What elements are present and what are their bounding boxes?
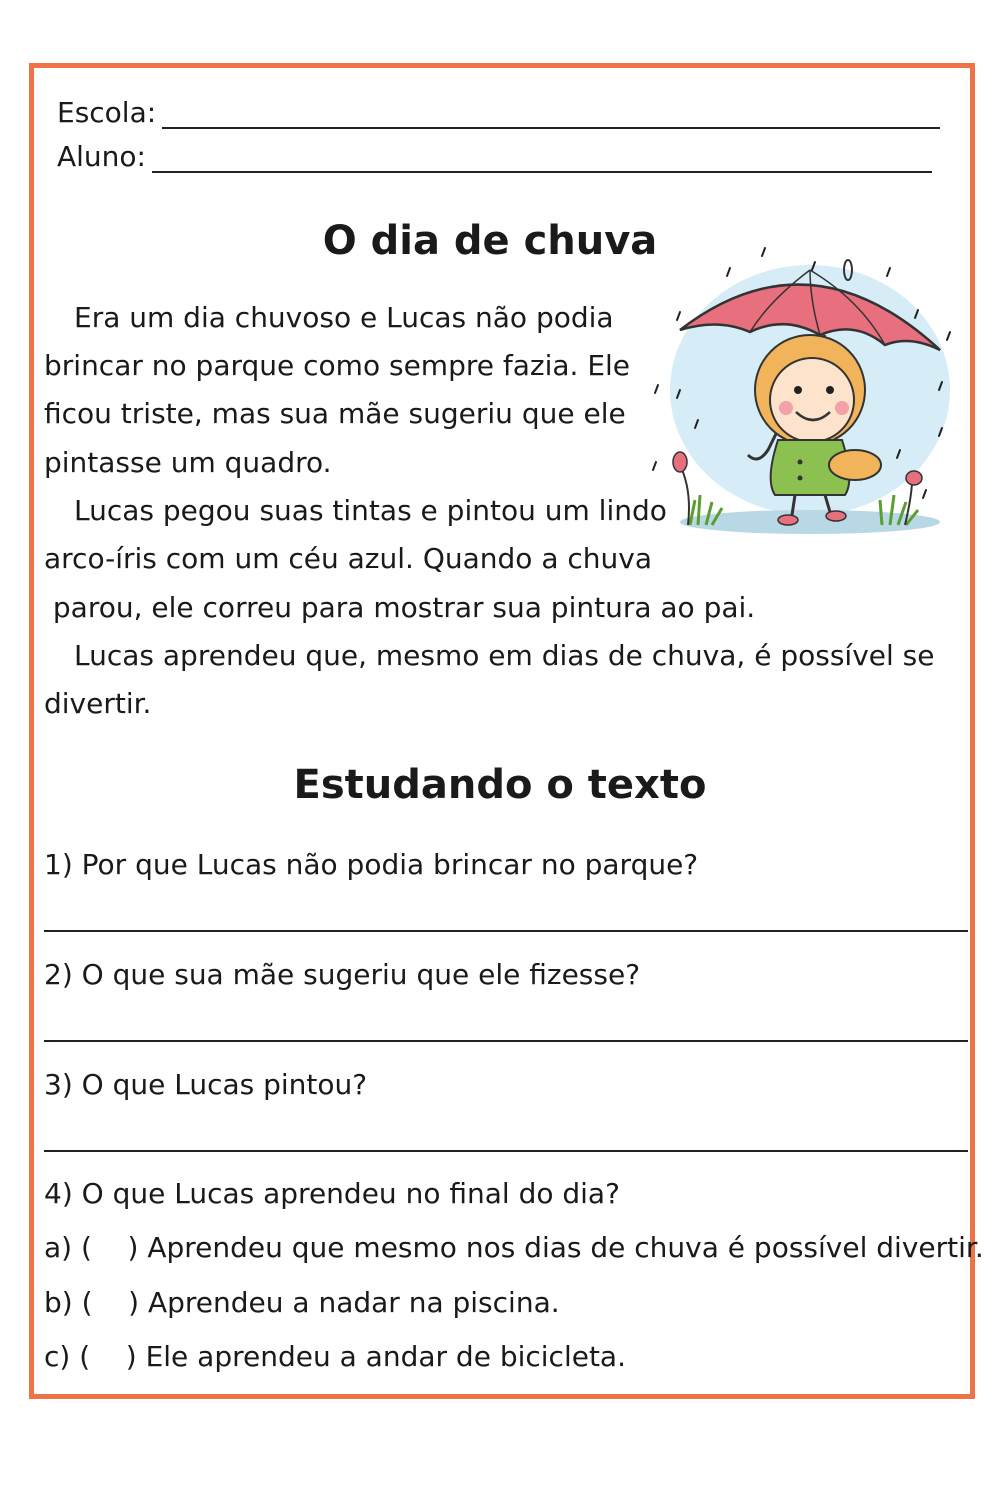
story-line: parou, ele correu para mostrar sua pintura ao pai. [44,591,756,624]
option-b[interactable]: b) ( ) Aprendeu a nadar na piscina. [44,1286,560,1319]
answer-line-1[interactable] [44,930,968,932]
story-line: ficou triste, mas sua mãe sugeriu que ele [44,397,626,430]
girl-with-umbrella-in-rain-icon [650,240,970,540]
school-field [57,96,940,129]
option-a[interactable]: a) ( ) Aprendeu que mesmo nos dias de chuva é possível divertir. [44,1231,984,1264]
question-2: 2) O que sua mãe sugeriu que ele fizesse? [44,958,641,991]
student-label: Aluno: [57,140,146,173]
story-line: Lucas pegou suas tintas e pintou um lindo [74,494,667,527]
story-line: brincar no parque como sempre fazia. Ele [44,349,631,382]
story-line: Era um dia chuvoso e Lucas não podia [74,301,614,334]
story-line: arco-íris com um céu azul. Quando a chuva [44,542,653,575]
story-line: Lucas aprendeu que, mesmo em dias de chuva, é possível se [74,639,935,672]
answer-line-3[interactable] [44,1150,968,1152]
story-line: divertir. [44,687,152,720]
study-title: Estudando o texto [293,762,707,808]
student-field [57,140,932,173]
option-c[interactable]: c) ( ) Ele aprendeu a andar de bicicleta. [44,1340,626,1373]
answer-line-2[interactable] [44,1040,968,1042]
story-title: O dia de chuva [322,218,658,264]
school-input-line[interactable] [162,101,940,129]
student-input-line[interactable] [152,145,932,173]
school-label: Escola: [57,96,157,129]
question-4: 4) O que Lucas aprendeu no final do dia? [44,1177,620,1210]
question-1: 1) Por que Lucas não podia brincar no parque? [44,848,699,881]
question-3: 3) O que Lucas pintou? [44,1068,368,1101]
story-line: pintasse um quadro. [44,446,332,479]
